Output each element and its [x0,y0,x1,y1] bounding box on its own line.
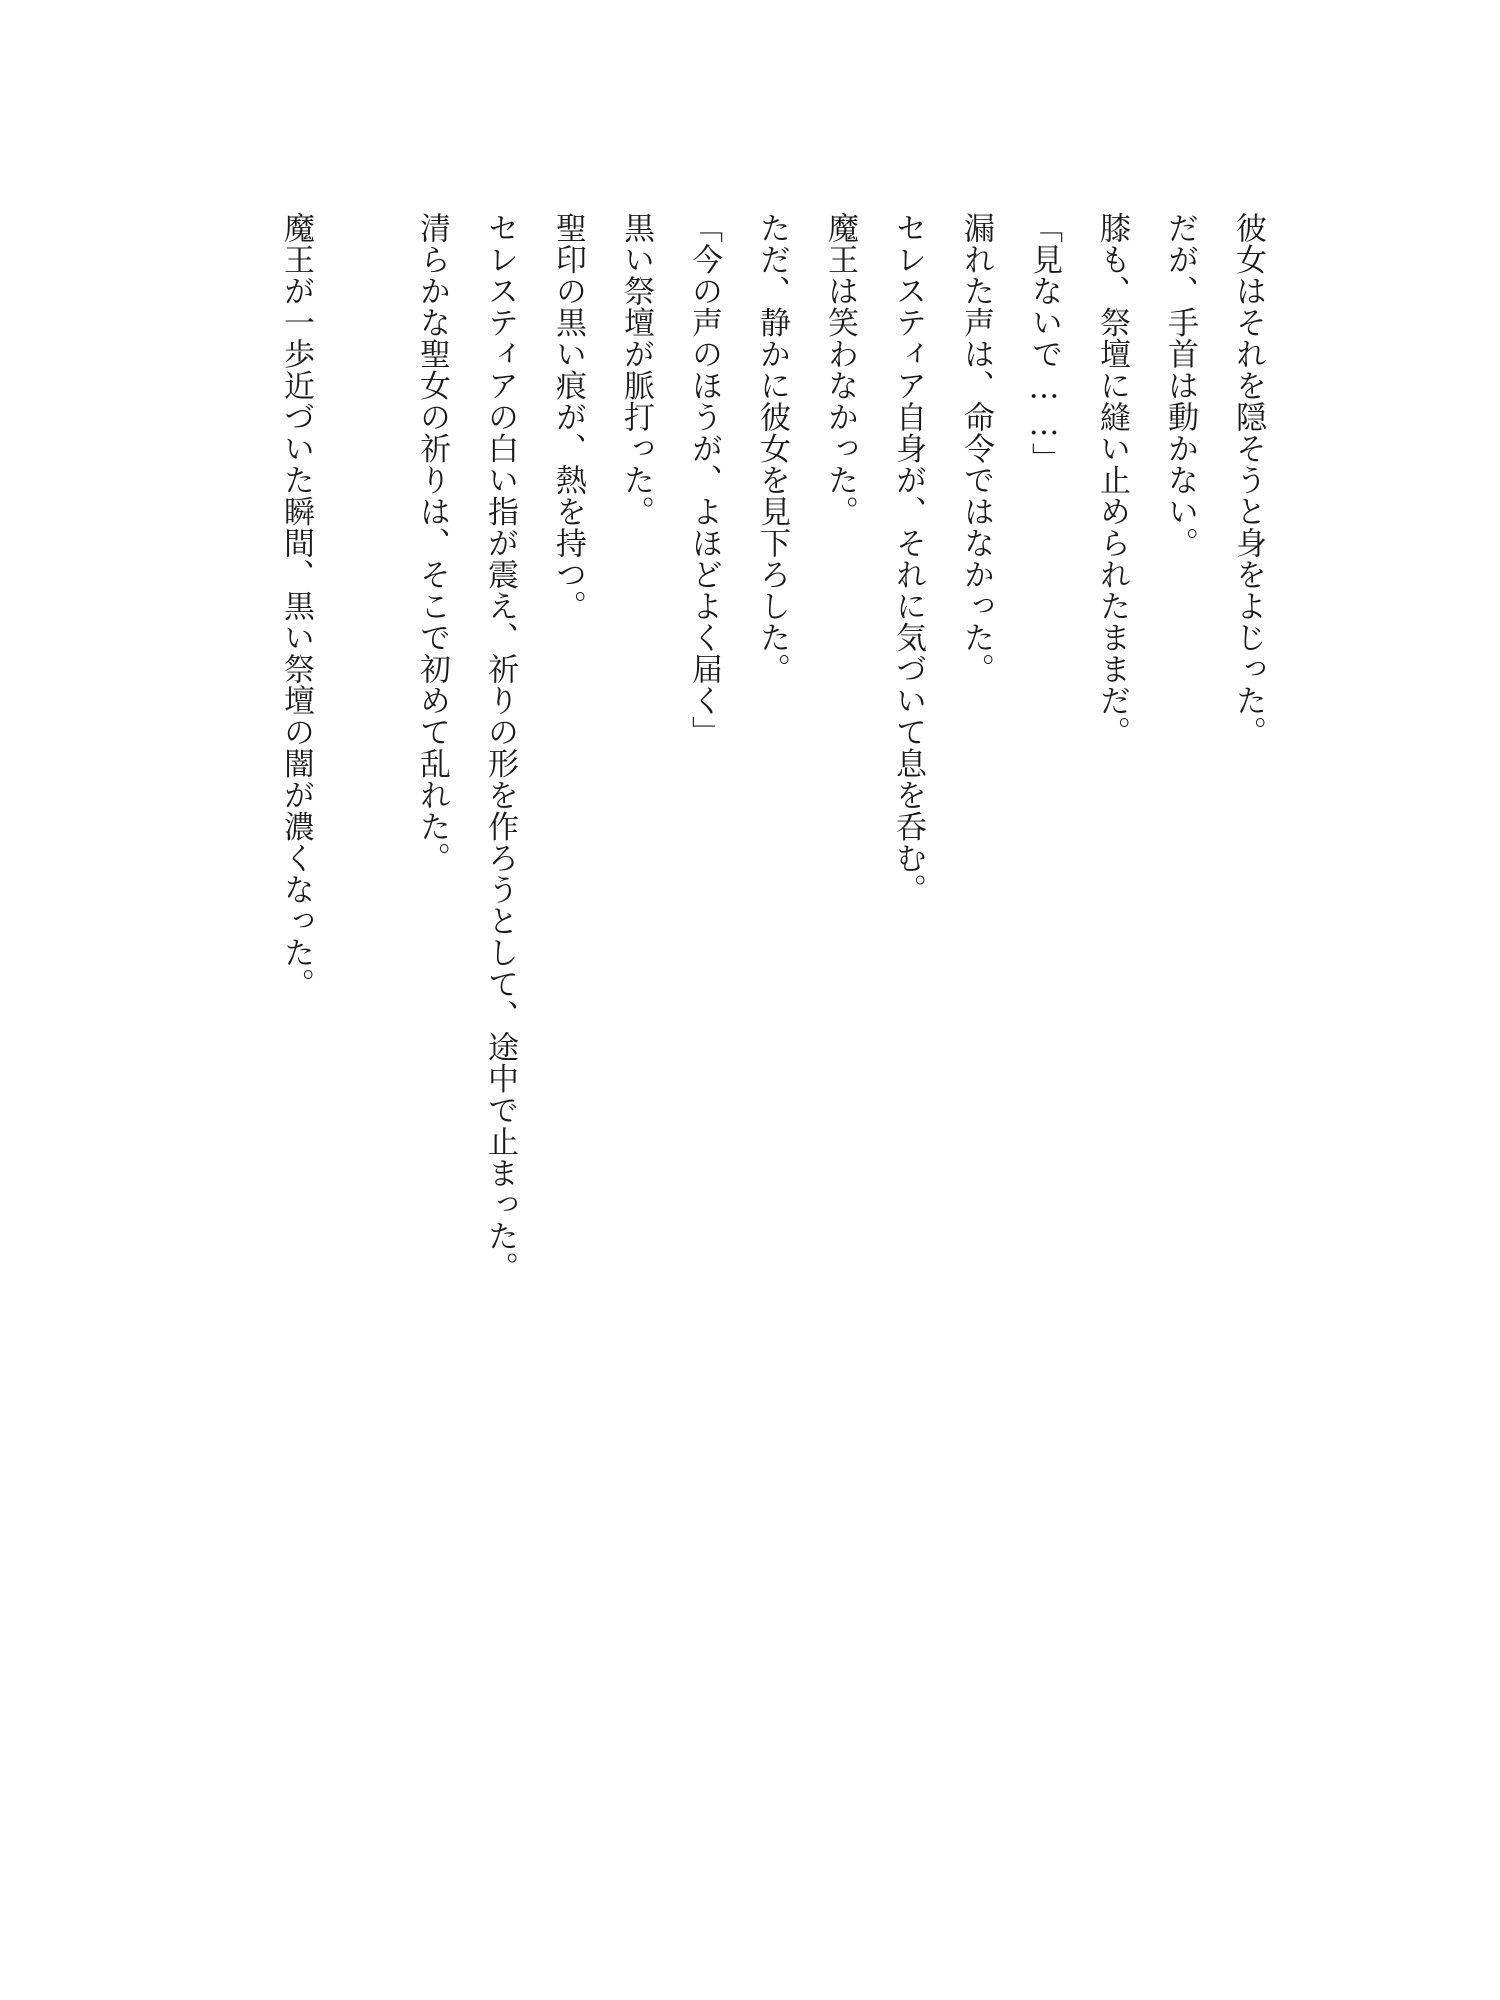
text-line: 膝も、祭壇に縫い止められたままだ。 [1094,212,1130,748]
text-line: 「今の声のほうが、よほどよく届く」 [686,212,722,748]
text-line: セレスティアの白い指が震え、祈りの形を作ろうとして、途中で止まった。 [482,212,518,1283]
text-line: 魔王が一歩近づいた瞬間、黒い祭壇の闇が濃くなった。 [278,212,314,1000]
text-line: 聖印の黒い痕が、熱を持つ。 [550,212,586,622]
vertical-text-body [262,212,1282,1392]
text-line: 魔王は笑わなかった。 [822,212,858,527]
text-line: 彼女はそれを隠そうと身をよじった。 [1230,212,1266,748]
text-line: 漏れた声は、命令ではなかった。 [958,212,994,685]
text-line: 「見ないで……」 [1026,212,1062,474]
text-line: 黒い祭壇が脈打った。 [618,212,654,527]
text-line: ただ、静かに彼女を見下ろした。 [754,212,790,685]
text-line: セレスティア自身が、それに気づいて息を呑む。 [890,212,926,905]
text-line: 清らかな聖女の祈りは、そこで初めて乱れた。 [414,212,450,874]
paragraph-gap [330,212,398,1392]
text-line: だが、手首は動かない。 [1162,212,1198,559]
